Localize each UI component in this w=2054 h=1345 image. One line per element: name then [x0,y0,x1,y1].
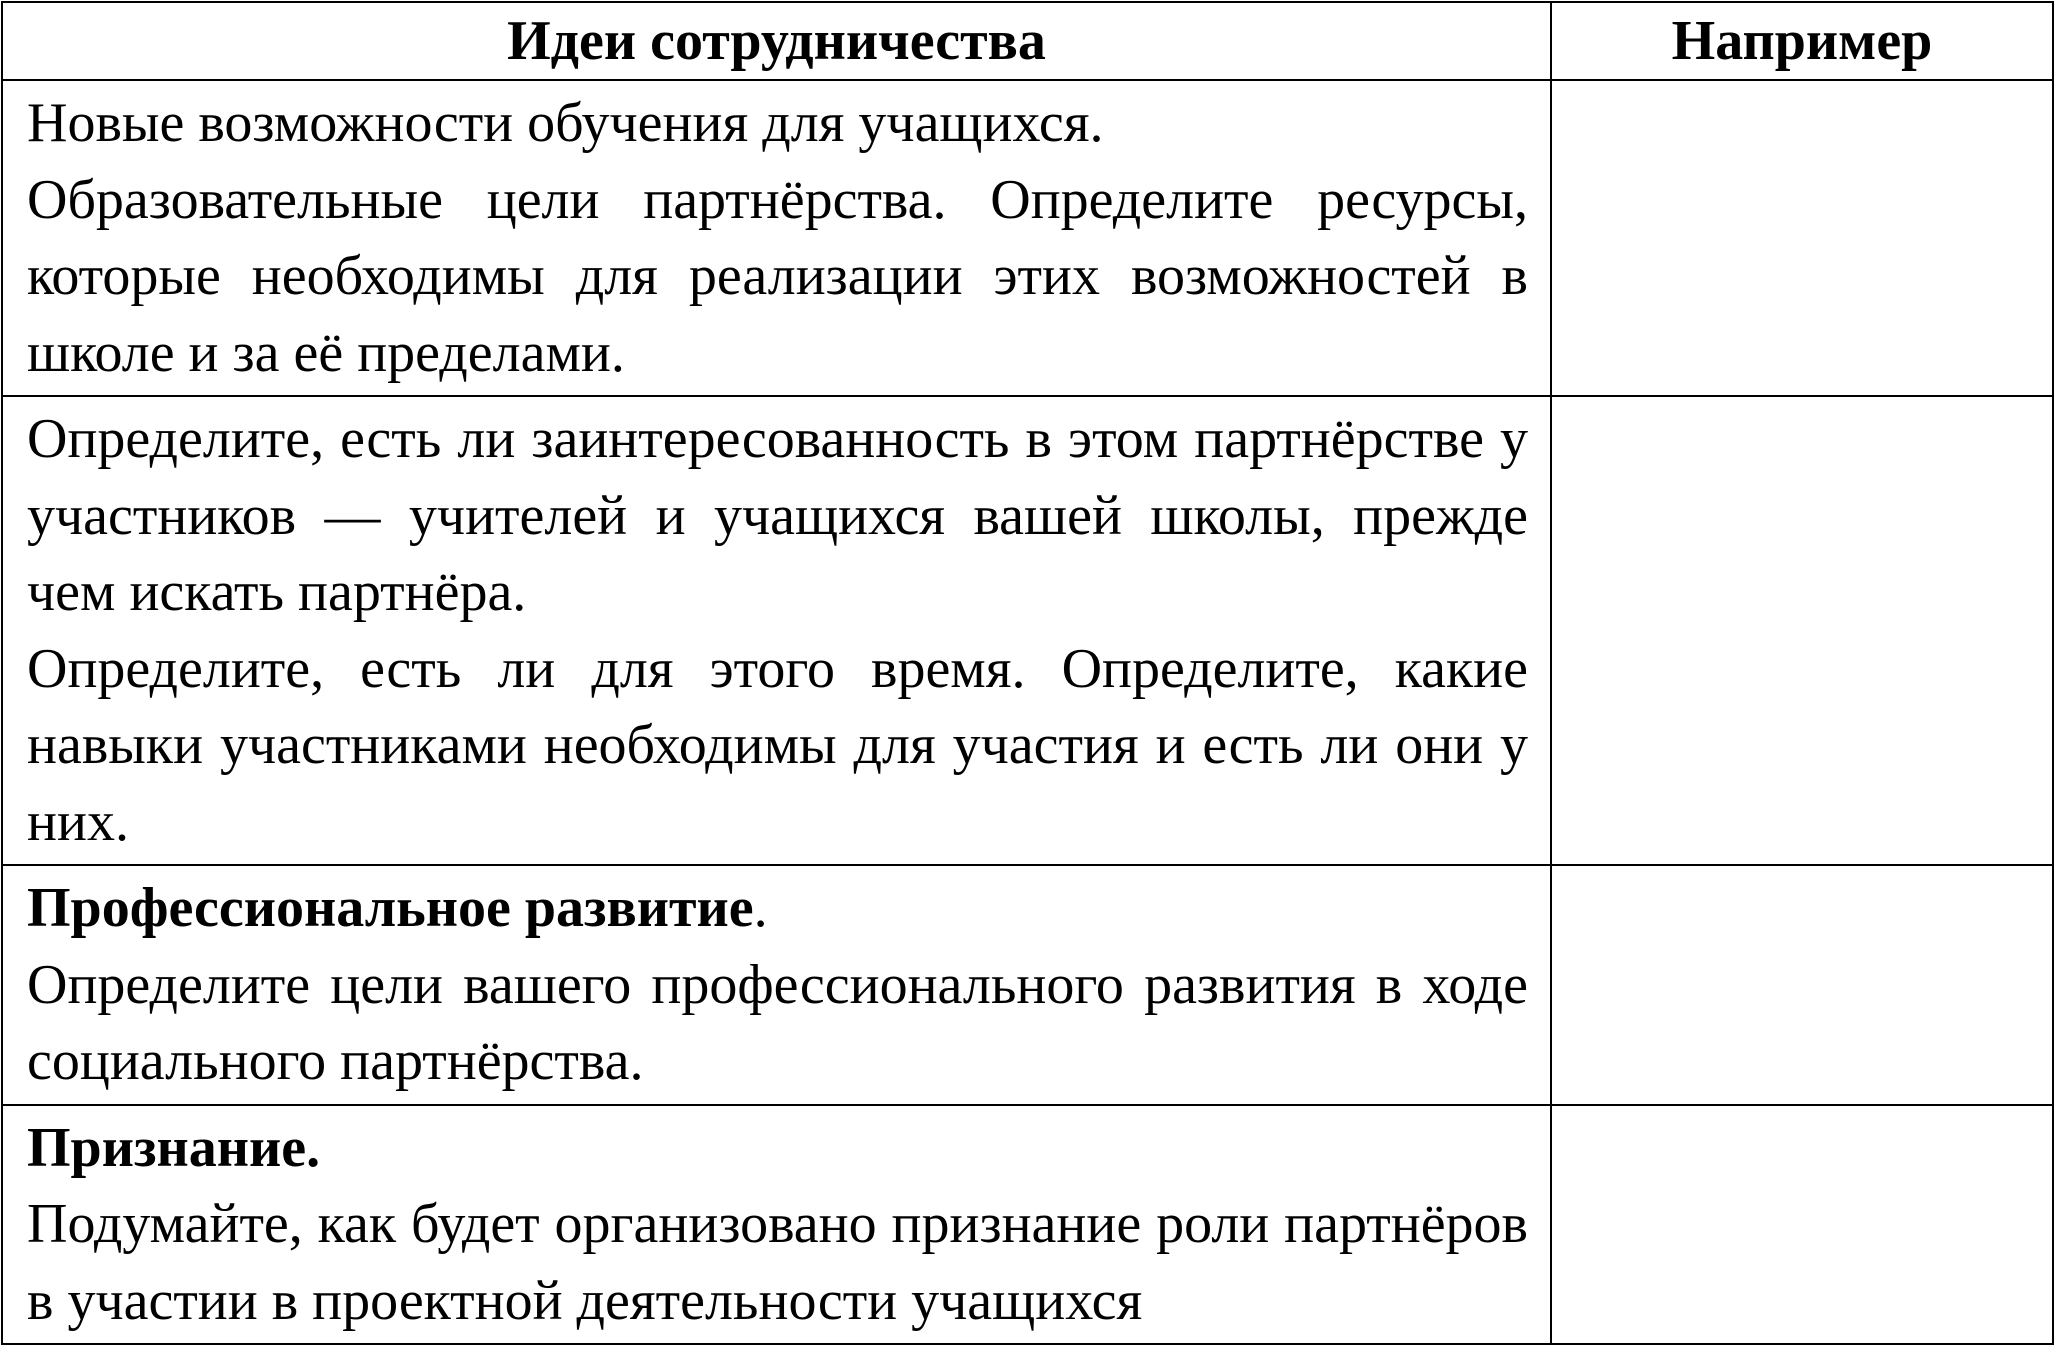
idea-cell [2,396,1551,865]
idea-heading-bold: Признание. [27,1116,321,1179]
idea-heading-tail: . [753,877,768,939]
table-row [2,1105,2053,1345]
idea-heading-bold: Профессиональное развитие [27,877,754,939]
idea-paragraph: Определите цели вашего профессионального развития в ходе социального партнёрства. [27,953,1528,1092]
idea-paragraph: Определите, есть ли для этого время. Определите, какие навыки участниками необходимы для участия и есть ли они у них. [27,637,1528,853]
table-row [2,80,2053,396]
table-row [2,865,2053,1105]
idea-cell [2,1105,1551,1345]
idea-paragraph: Новые возможности обучения для учащихся. [27,92,1104,154]
idea-cell [2,80,1551,396]
collaboration-ideas-table [1,1,2054,1345]
idea-cell [2,865,1551,1105]
example-cell[interactable] [1551,865,2053,1105]
idea-paragraph: Подумайте, как будет организовано признание роли партнёров в участии в проектной деятельности учащихся [27,1193,1528,1332]
example-cell[interactable] [1551,80,2053,396]
idea-paragraph: Образовательные цели партнёрства. Определите ресурсы, которые необходимы для реализации этих возможностей в школе и за её пределами. [27,168,1528,384]
example-cell[interactable] [1551,1105,2053,1345]
idea-heading [27,1110,1528,1187]
table-row [2,396,2053,865]
idea-paragraph: Определите, есть ли заинтересованность в этом партнёрстве у участников — учителей и учащихся вашей школы, прежде чем искать партнёра. [27,408,1528,623]
table-header-row [2,2,2053,80]
example-cell[interactable] [1551,396,2053,865]
idea-heading [27,870,1528,947]
header-example: Например [1551,2,2053,80]
header-ideas: Идеи сотрудничества [2,2,1551,80]
